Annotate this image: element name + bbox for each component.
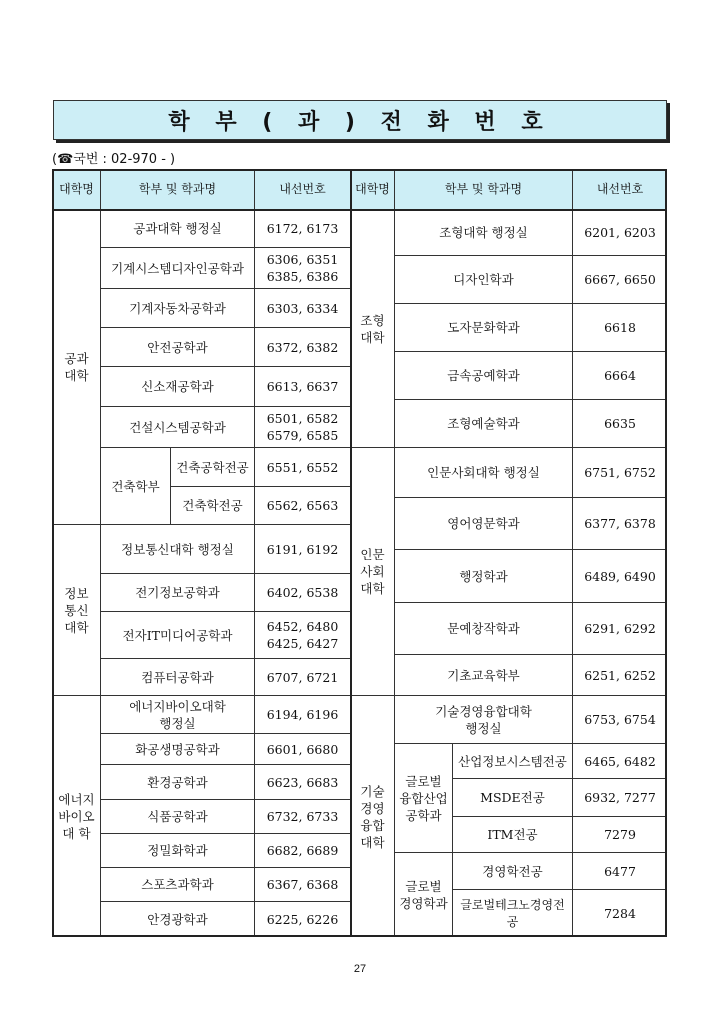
- ext-number: 6707, 6721: [254, 658, 350, 695]
- header-ext: 내선번호: [254, 169, 350, 209]
- dept-name: 건설시스템공학과: [100, 406, 254, 447]
- page-number: 27: [353, 963, 367, 975]
- major-name: 글로벌테크노경영전공: [452, 889, 572, 937]
- header-college: 대학명: [52, 169, 100, 209]
- ext-number: 7284: [572, 889, 667, 937]
- dept-name: 기계시스템디자인공학과: [100, 247, 254, 288]
- ext-number: 6201, 6203: [572, 209, 667, 255]
- dept-name: 정밀화학과: [100, 833, 254, 867]
- phone-directory-table: [52, 169, 667, 937]
- ext-number: 6372, 6382: [254, 327, 350, 366]
- dept-name: 기계자동차공학과: [100, 288, 254, 327]
- division-name: 건축학부: [100, 447, 170, 524]
- ext-number: 6367, 6368: [254, 867, 350, 901]
- ext-number: 6732, 6733: [254, 799, 350, 833]
- dept-name: 인문사회대학 행정실: [394, 447, 572, 497]
- ext-number: 6613, 6637: [254, 366, 350, 406]
- college-label: 조형 대학: [350, 209, 394, 447]
- ext-number: 6667, 6650: [572, 255, 667, 303]
- division-name: 글로벌 경영학과: [394, 852, 452, 937]
- dept-name: 전자IT미디어공학과: [100, 611, 254, 658]
- division-name: 글로벌 융합산업 공학과: [394, 743, 452, 852]
- major-name: 경영학전공: [452, 852, 572, 889]
- college-label: 인문 사회 대학: [350, 447, 394, 695]
- dept-name: 안경광학과: [100, 901, 254, 937]
- ext-number: 6601, 6680: [254, 733, 350, 764]
- dept-name: 도자문화학과: [394, 303, 572, 351]
- dept-name: 정보통신대학 행정실: [100, 524, 254, 573]
- ext-number: 6377, 6378: [572, 497, 667, 549]
- major-name: MSDE전공: [452, 778, 572, 816]
- ext-number: 6489, 6490: [572, 549, 667, 602]
- ext-number: 6664: [572, 351, 667, 399]
- ext-number: 6751, 6752: [572, 447, 667, 497]
- dept-name: 금속공예학과: [394, 351, 572, 399]
- college-label: 정보 통신 대학: [52, 524, 100, 695]
- dept-name: 컴퓨터공학과: [100, 658, 254, 695]
- dept-name: 식품공학과: [100, 799, 254, 833]
- dept-name: 신소재공학과: [100, 366, 254, 406]
- header-dept: 학부 및 학과명: [394, 169, 572, 209]
- ext-number: 6225, 6226: [254, 901, 350, 937]
- college-label: 에너지 바이오 대 학: [52, 695, 100, 937]
- dept-name: 문예창작학과: [394, 602, 572, 654]
- dept-name: 기술경영융합대학 행정실: [394, 695, 572, 743]
- college-label: 기술 경영 융합 대학: [350, 695, 394, 937]
- ext-number: 6477: [572, 852, 667, 889]
- ext-number: 6623, 6683: [254, 764, 350, 799]
- page-title: 학 부 ( 과 ) 전 화 번 호: [168, 109, 552, 135]
- ext-number: 6402, 6538: [254, 573, 350, 611]
- major-name: ITM전공: [452, 816, 572, 852]
- dept-name: 기초교육학부: [394, 654, 572, 695]
- ext-number: 6465, 6482: [572, 743, 667, 778]
- ext-number: 6562, 6563: [254, 486, 350, 524]
- dept-name: 에너지바이오대학 행정실: [100, 695, 254, 733]
- dept-name: 화공생명공학과: [100, 733, 254, 764]
- ext-number: 6306, 6351 6385, 6386: [254, 247, 350, 288]
- dept-name: 영어영문학과: [394, 497, 572, 549]
- ext-number: 6194, 6196: [254, 695, 350, 733]
- ext-number: 6501, 6582 6579, 6585: [254, 406, 350, 447]
- dept-name: 조형예술학과: [394, 399, 572, 447]
- major-name: 건축학전공: [170, 486, 254, 524]
- ext-number: 6291, 6292: [572, 602, 667, 654]
- dept-name: 스포츠과학과: [100, 867, 254, 901]
- dept-name: 안전공학과: [100, 327, 254, 366]
- college-label: 공과 대학: [52, 209, 100, 524]
- ext-number: 6932, 7277: [572, 778, 667, 816]
- header-college: 대학명: [350, 169, 394, 209]
- dept-name: 공과대학 행정실: [100, 209, 254, 247]
- ext-number: 6551, 6552: [254, 447, 350, 486]
- ext-number: 6251, 6252: [572, 654, 667, 695]
- ext-number: 6682, 6689: [254, 833, 350, 867]
- ext-number: 6172, 6173: [254, 209, 350, 247]
- dept-name: 환경공학과: [100, 764, 254, 799]
- ext-number: 6753, 6754: [572, 695, 667, 743]
- header-ext: 내선번호: [572, 169, 667, 209]
- ext-number: 6191, 6192: [254, 524, 350, 573]
- dept-name: 조형대학 행정실: [394, 209, 572, 255]
- dept-name: 행정학과: [394, 549, 572, 602]
- dept-name: 디자인학과: [394, 255, 572, 303]
- dept-name: 전기정보공학과: [100, 573, 254, 611]
- ext-number: 6303, 6334: [254, 288, 350, 327]
- header-dept: 학부 및 학과명: [100, 169, 254, 209]
- major-name: 건축공학전공: [170, 447, 254, 486]
- ext-number: 6635: [572, 399, 667, 447]
- ext-number: 6618: [572, 303, 667, 351]
- major-name: 산업정보시스템전공: [452, 743, 572, 778]
- title-banner: [53, 100, 667, 140]
- ext-number: 7279: [572, 816, 667, 852]
- phone-prefix-note: (☎국번 : 02-970 - ): [52, 152, 176, 167]
- ext-number: 6452, 6480 6425, 6427: [254, 611, 350, 658]
